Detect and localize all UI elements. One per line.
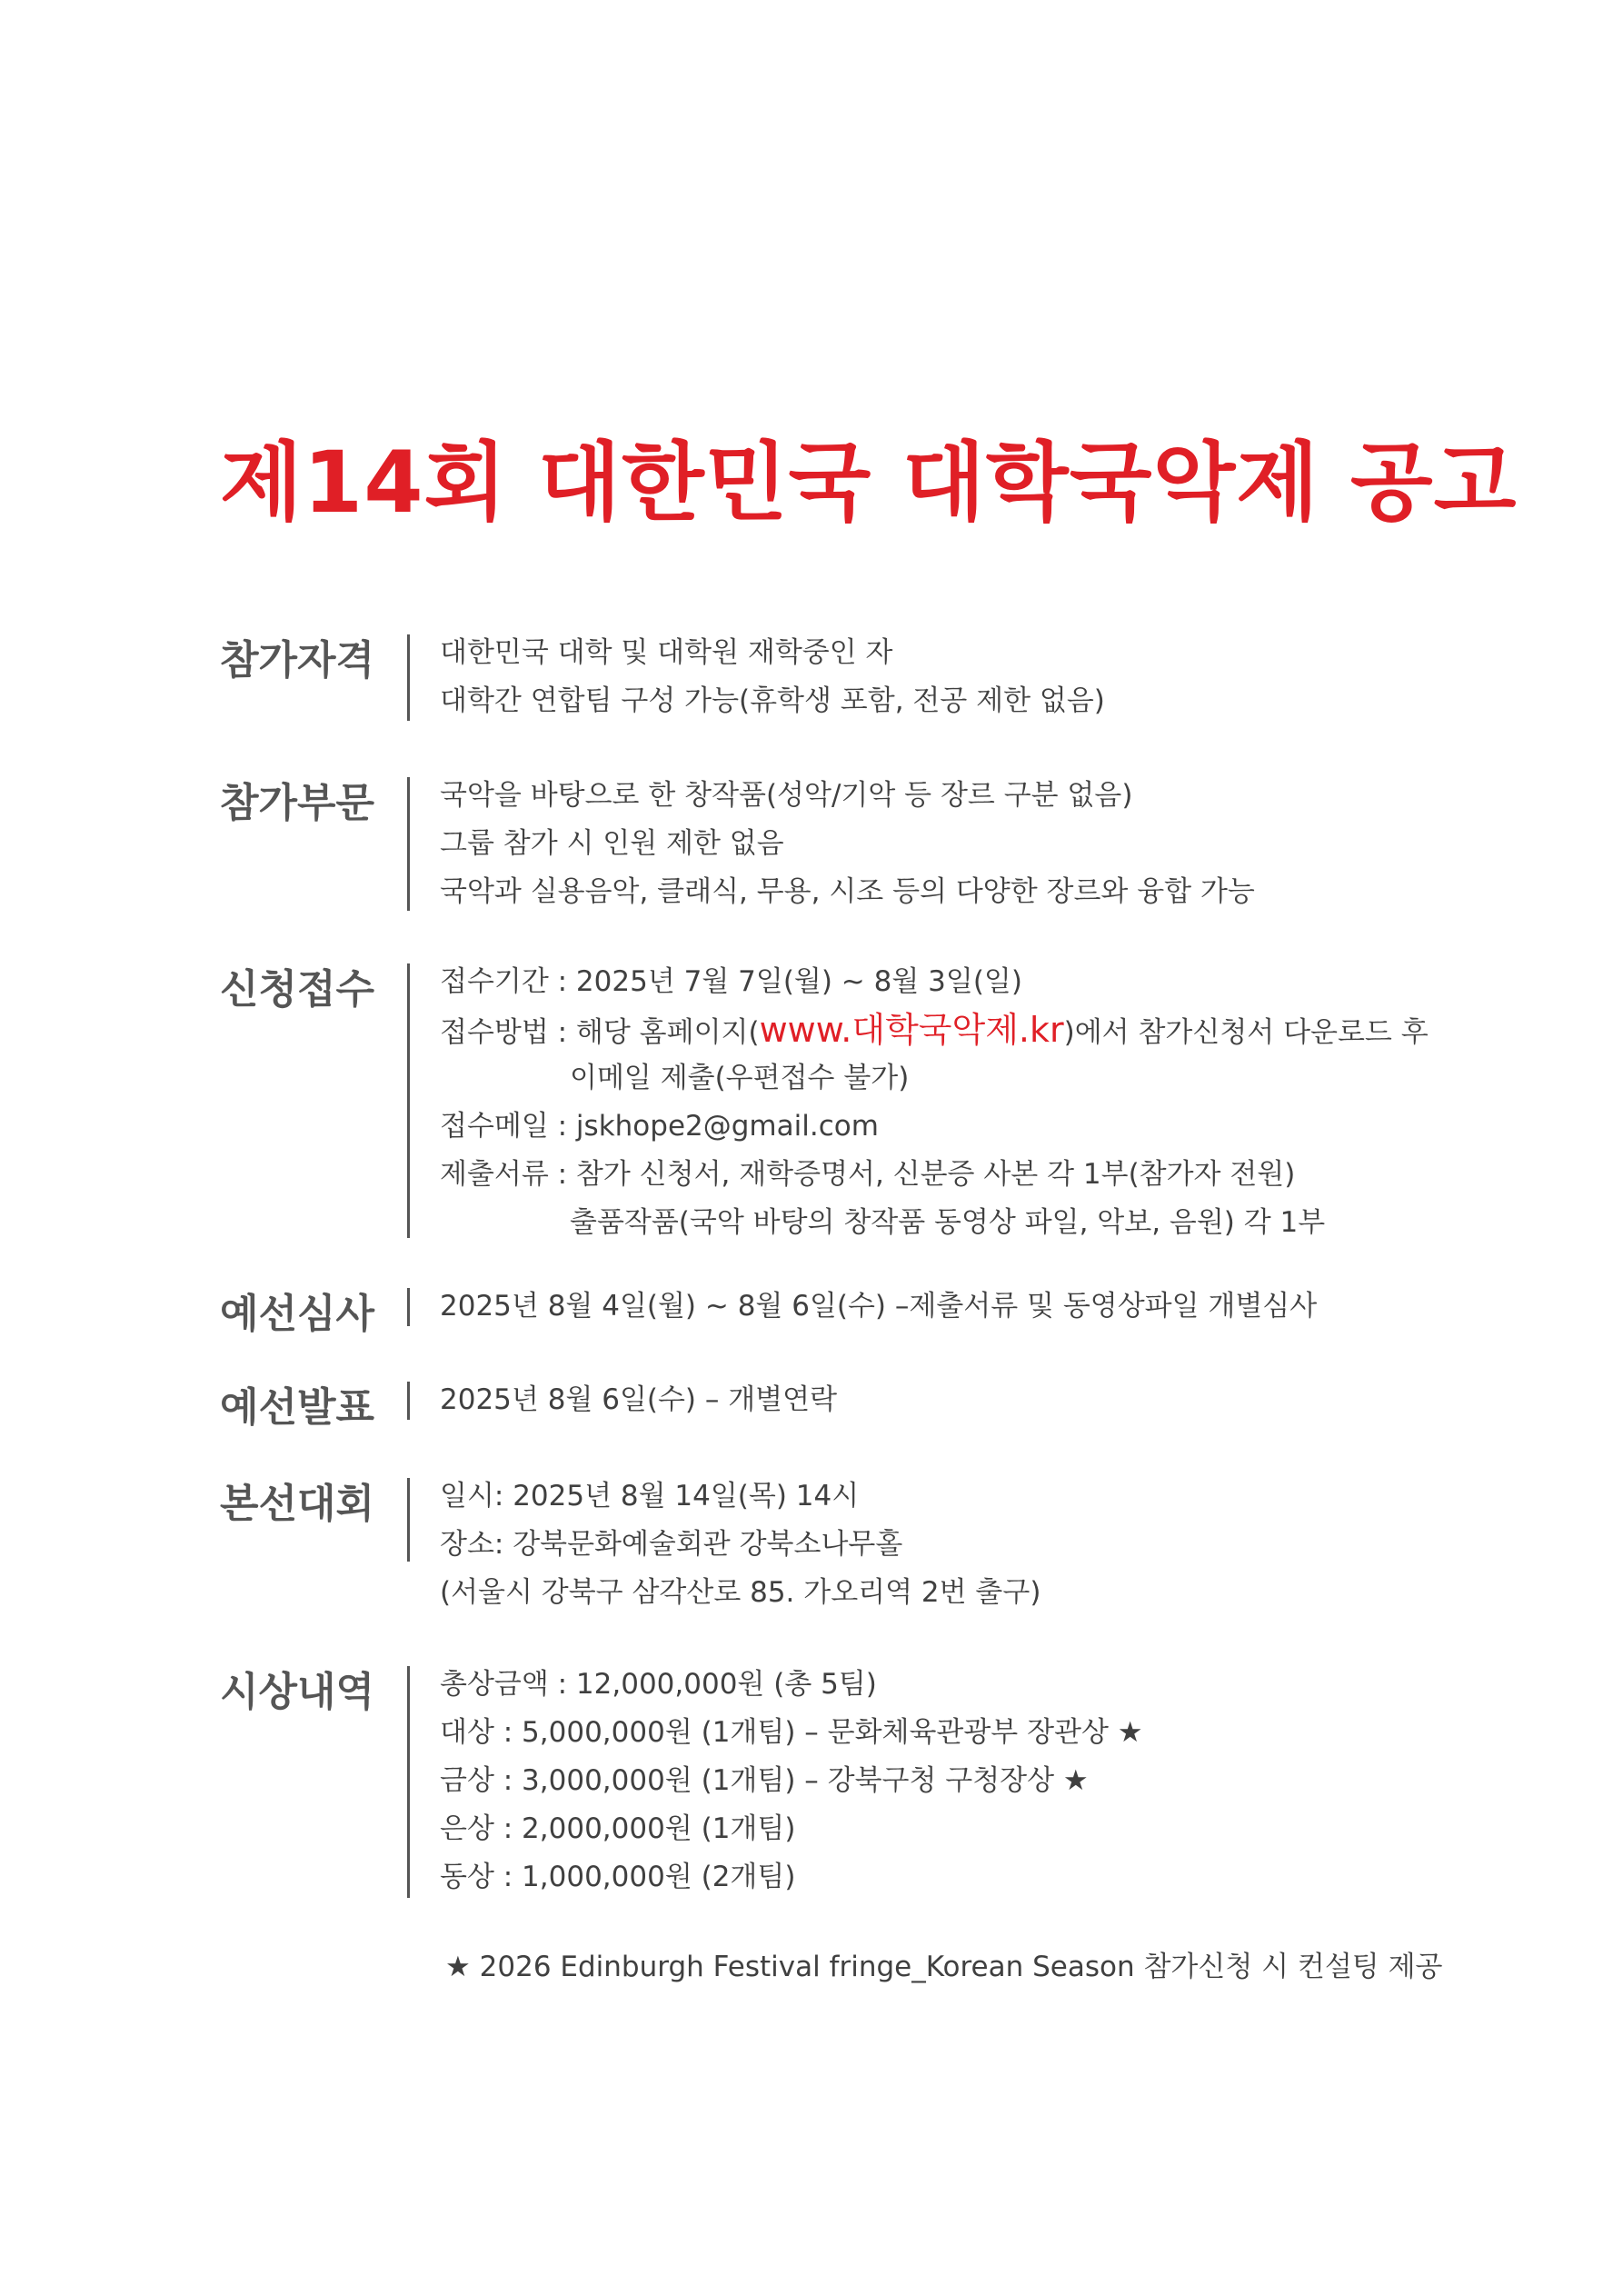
section-content [440, 958, 1429, 1247]
content-line: 은상 : 2,000,000원 (1개팀) [440, 1812, 796, 1845]
content-line: 2025년 8월 4일(월) ~ 8월 6일(수) –제출서류 및 동영상파일 개별심사 [440, 1290, 1318, 1323]
content-line: 대한민국 대학 및 대학원 재학중인 자 [440, 636, 893, 669]
content-line: 접수메일 : jskhope2@gmail.com [440, 1110, 879, 1143]
section-content [440, 1472, 1041, 1617]
divider [407, 777, 410, 911]
content-line: 국악과 실용음악, 클래식, 무용, 시조 등의 다양한 장르와 융합 가능 [440, 875, 1255, 908]
homepage-link[interactable]: www.대학국악제.kr [759, 1010, 1064, 1050]
content-line: 2025년 8월 6일(수) – 개별연락 [440, 1383, 838, 1416]
section-content [440, 1283, 1317, 1331]
section-label: 본선대회 [220, 1481, 375, 1527]
content-line: 동상 : 1,000,000원 (2개팀) [440, 1861, 796, 1893]
divider [407, 1288, 410, 1326]
content-line: 장소: 강북문화예술회관 강북소나무홀 [440, 1528, 903, 1561]
section-label: 참가부문 [220, 780, 375, 826]
section-content [440, 1376, 837, 1424]
content-line: 대학간 연합팀 구성 가능(휴학생 포함, 전공 제한 없음) [440, 684, 1105, 717]
section-label: 시상내역 [220, 1669, 375, 1715]
content-line: 그룹 참가 시 인원 제한 없음 [440, 827, 784, 860]
content-line: 국악을 바탕으로 한 창작품(성악/기악 등 장르 구분 없음) [440, 779, 1133, 812]
content-line: 총상금액 : 12,000,000원 (총 5팀) [440, 1668, 877, 1701]
divider [407, 1478, 410, 1562]
content-line: 출품작품(국악 바탕의 창작품 동영상 파일, 악보, 음원) 각 1부 [570, 1206, 1326, 1239]
content-line: (서울시 강북구 삼각산로 85. 가오리역 2번 출구) [440, 1576, 1041, 1609]
footnote: ★ 2026 Edinburgh Festival fringe_Korean Season 참가신청 시 컨설팅 제공 [445, 1951, 1443, 1983]
method-prefix: 접수방법 : 해당 홈페이지( [440, 1016, 760, 1049]
section-content [440, 1661, 1143, 1902]
content-line: 일시: 2025년 8월 14일(목) 14시 [440, 1480, 860, 1512]
divider [407, 1666, 410, 1898]
method-suffix: )에서 참가신청서 다운로드 후 [1063, 1016, 1429, 1049]
content-line: 금상 : 3,000,000원 (1개팀) – 강북구청 구청장상 ★ [440, 1764, 1089, 1797]
section-content [440, 772, 1255, 916]
content-line: 접수기간 : 2025년 7월 7일(월) ~ 8월 3일(일) [440, 965, 1022, 998]
section-label: 예선발표 [220, 1384, 375, 1431]
section-label: 신청접수 [220, 966, 375, 1013]
content-line: 제출서류 : 참가 신청서, 재학증명서, 신분증 사본 각 1부(참가자 전원) [440, 1158, 1296, 1191]
divider [407, 963, 410, 1238]
section-content [440, 629, 1105, 725]
section-label: 참가자격 [220, 637, 375, 684]
content-line: 대상 : 5,000,000원 (1개팀) – 문화체육관광부 장관상 ★ [440, 1716, 1143, 1749]
page-title: 제14회 대한민국 대학국악제 공고 [220, 434, 1518, 533]
content-line [440, 1006, 1429, 1054]
divider [407, 634, 410, 721]
content-line: 이메일 제출(우편접수 불가) [570, 1062, 910, 1094]
section-label: 예선심사 [220, 1291, 375, 1337]
divider [407, 1382, 410, 1420]
